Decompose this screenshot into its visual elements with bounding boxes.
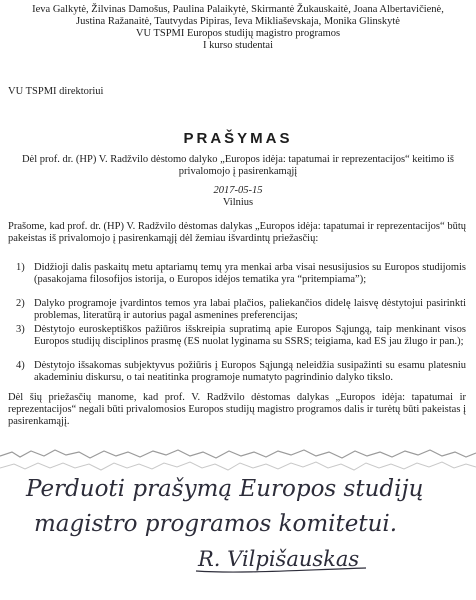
- intro-paragraph: Prašome, kad prof. dr. (HP) V. Radžvilo dėstomas dalykas „Europos idėja: tapatumai ir reprezentacijos“ būtų pakeistas iš privalomojo į pasirenkamąjį dėl žemiau išvardintų priežasčių:: [8, 221, 466, 244]
- reason-text: Dėstytojo euroskeptiškos pažiūros išskreipia supratimą apie Europos Sąjungą, taip menkinant visos Europos studijų disciplinos prasmę (ES nuolat lyginama su SSRS; teigiama, kad ES jau žlugo ir pan.);: [34, 324, 466, 347]
- signature: R. Vilpišauskas: [198, 547, 360, 571]
- reason-text: Dalyko programoje įvardintos temos yra labai plačios, paliekančios didelę laisvę dėstytojui pasirinkti problemas, literatūrą ir autorius pagal asmenines preferencijas;: [34, 298, 466, 321]
- reason-text: Didžioji dalis paskaitų metu aptariamų temų yra menkai arba visai nesusijusios su Europos studijomis (pasakojama filosofijos istorija, o Europos idėjos tematika yra “pritempiama”);: [34, 262, 466, 285]
- reason-number: 4): [16, 360, 25, 371]
- handwritten-line-2: magistro programos komitetui.: [34, 511, 398, 537]
- authors-line-2: Justina Ražanaitė, Tautvydas Pipiras, Ieva Mikliaševskaja, Monika Glinskytė: [76, 16, 400, 27]
- addressee: VU TSPMI direktoriui: [8, 86, 104, 97]
- reason-text: Dėstytojo išsakomas subjektyvus požiūris į Europos Sąjungą neleidžia susipažinti su esamu platesniu akademiniu diskursu, o tai neatitinka programoje numatyto pagrindinio dalyko tikslo.: [34, 360, 466, 383]
- program-line: VU TSPMI Europos studijų magistro programos: [135, 28, 341, 39]
- authors-line-1: Ieva Galkytė, Žilvinas Damošus, Paulina Palaikytė, Skirmantė Žukauskaitė, Joana Albertavičienė,: [32, 4, 444, 15]
- reason-number: 2): [16, 298, 25, 309]
- closing-paragraph: Dėl šių priežasčių manome, kad prof. V. Radžvilo dėstomas dalykas „Europos idėja: tapatumai ir reprezentacijos“ negali būti privalomosios Europos studijų magistro programos dalis ir turėtų būti pakeistas į pasirenkamąjį.: [8, 392, 466, 427]
- torn-edge: [0, 430, 476, 600]
- course-line: I kurso studentai: [203, 40, 273, 51]
- reason-number: 3): [16, 324, 25, 335]
- document-title: PRAŠYMAS: [183, 130, 293, 147]
- reason-number: 1): [16, 262, 25, 273]
- subject-line-2: privalomojo į pasirenkamąjį: [178, 166, 298, 177]
- city: Vilnius: [222, 197, 254, 208]
- date: 2017-05-15: [213, 185, 263, 196]
- subject-line-1: Dėl prof. dr. (HP) V. Radžvilo dėstomo dalyko „Europos idėja: tapatumai ir reprezentacijos“ keitimo iš: [21, 154, 455, 165]
- handwritten-line-1: Perduoti prašymą Europos studijų: [26, 476, 424, 502]
